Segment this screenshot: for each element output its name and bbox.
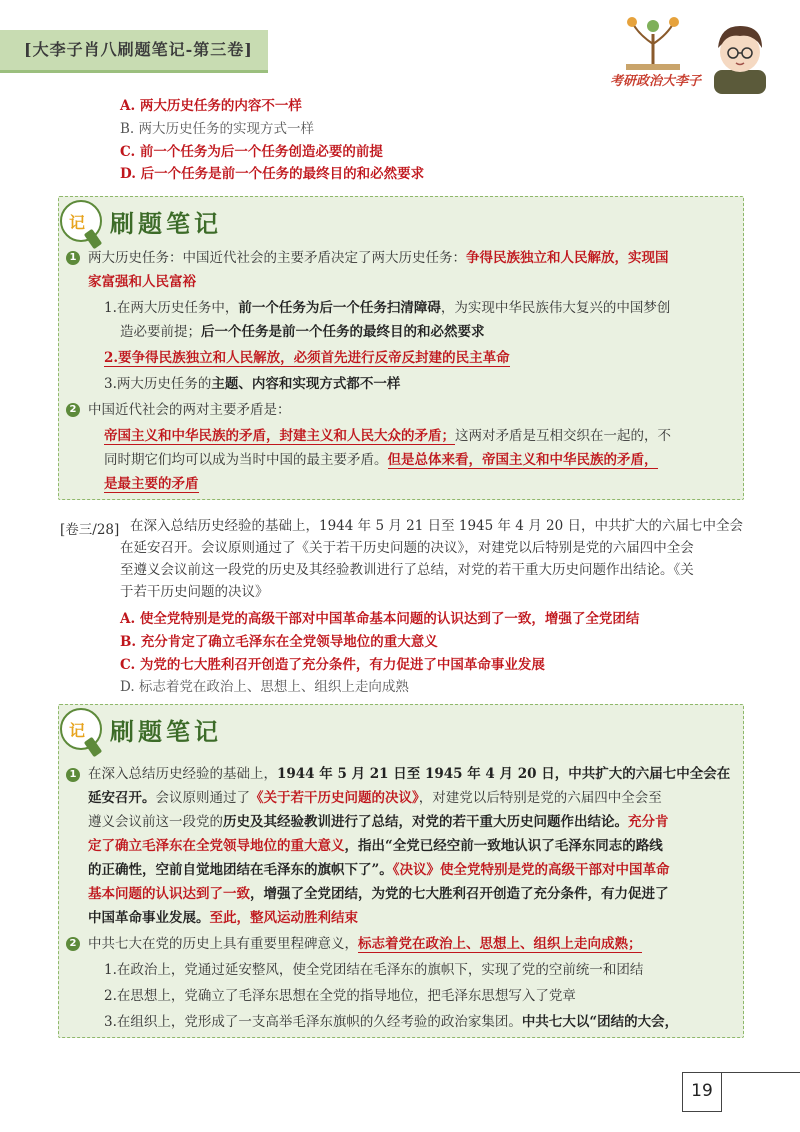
bullet-2: 2	[66, 937, 80, 951]
note1-b1-line1: 两大历史任务：中国近代社会的主要矛盾决定了两大历史任务：争得民族独立和人民解放，实现国	[88, 250, 669, 266]
q2-stem-line1: 在深入总结历史经验的基础上，1944 年 5 月 21 日至 1945 年 4 月 20 日，中共扩大的六届七中全会	[130, 518, 743, 534]
note2-line4: 定了确立毛泽东在全党领导地位的重大意义，指出“全党已经空前一致地认识了毛泽东同志的路线	[88, 838, 663, 854]
header-title: [大李子肖八刷题笔记-第三卷]	[24, 40, 253, 59]
q1-option-c: C. 前一个任务为后一个任务创造必要的前提	[120, 144, 383, 160]
note2-line1: 在深入总结历史经验的基础上，1944 年 5 月 21 日至 1945 年 4 月 20 日，中共扩大的六届七中全会在	[88, 766, 731, 782]
q2-option-c: C. 为党的七大胜利召开创造了充分条件，有力促进了中国革命事业发展	[120, 657, 545, 673]
note1-b1-line2: 家富强和人民富裕	[88, 274, 196, 290]
logo-text: 考研政治大李子	[610, 74, 702, 89]
note1-s1-line2: 造必要前提；后一个任务是前一个任务的最终目的和必然要求	[120, 324, 485, 340]
bullet-1: 1	[66, 768, 80, 782]
q2-option-d: D. 标志着党在政治上、思想上、组织上走向成熟	[120, 679, 409, 695]
note1-s3: 3.两大历史任务的主题、内容和实现方式都不一样	[104, 376, 401, 392]
note2-line5: 的正确性，空前自觉地团结在毛泽东的旗帜下了”。《决议》使全党特别是党的高级干部对中国革命	[88, 862, 670, 878]
q1-option-d: D. 后一个任务是前一个任务的最终目的和必然要求	[120, 166, 425, 182]
q2-label: [卷三/28]	[60, 522, 120, 538]
note1-b2-line3: 同时期它们均可以成为当时中国的最主要矛盾。但是总体来看，帝国主义和中华民族的矛盾，	[104, 452, 658, 468]
note-title-1: 刷题笔记	[110, 209, 222, 238]
q1-option-a: A. 两大历史任务的内容不一样	[120, 98, 302, 114]
note-title-2: 刷题笔记	[110, 717, 222, 746]
note1-b2-line2: 帝国主义和中华民族的矛盾，封建主义和人民大众的矛盾；这两对矛盾是互相交织在一起的，不	[104, 428, 671, 444]
note2-line2: 延安召开。会议原则通过了《关于若干历史问题的决议》，对建党以后特别是党的六届四中全会至	[88, 790, 662, 806]
note1-b2-line4: 是最主要的矛盾	[104, 476, 199, 492]
note2-s3: 3.在组织上，党形成了一支高举毛泽东旗帜的久经考验的政治家集团。中共七大以“团结的大会，	[104, 1014, 679, 1030]
note2-s1: 1.在政治上，党通过延安整风，使全党团结在毛泽东的旗帜下，实现了党的空前统一和团结	[104, 962, 644, 978]
logo-area	[600, 8, 800, 98]
note-icon: 记	[60, 708, 102, 750]
note1-b2: 中国近代社会的两对主要矛盾是：	[88, 402, 291, 418]
page-number-box	[682, 1072, 722, 1112]
q2-stem-line4: 于若干历史问题的决议》	[120, 584, 269, 600]
note2-line6: 基本问题的认识达到了一致，增强了全党团结，为党的七大胜利召开创造了充分条件，有力促进了	[88, 886, 669, 902]
note1-s2: 2.要争得民族独立和人民解放，必须首先进行反帝反封建的民主革命	[104, 350, 510, 366]
note2-b2: 中共七大在党的历史上具有重要里程碑意义，标志着党在政治上、思想上、组织上走向成熟；	[88, 936, 642, 952]
note2-line7: 中国革命事业发展。至此，整风运动胜利结束	[88, 910, 358, 926]
q2-stem-line2: 在延安召开。会议原则通过了《关于若干历史问题的决议》，对建党以后特别是党的六届四中全会	[120, 540, 694, 556]
avatar	[700, 14, 780, 94]
note2-s2: 2.在思想上，党确立了毛泽东思想在全党的指导地位，把毛泽东思想写入了党章	[104, 988, 576, 1004]
note2-line3: 遵义会议前这一段党的历史及其经验教训进行了总结，对党的若干重大历史问题作出结论。充分肯	[88, 814, 669, 830]
note-icon: 记	[60, 200, 102, 242]
q2-option-a: A. 使全党特别是党的高级干部对中国革命基本问题的认识达到了一致，增强了全党团结	[120, 611, 640, 627]
q2-stem-line3: 至遵义会议前这一段党的历史及其经验教训进行了总结，对党的若干重大历史问题作出结论。《关	[120, 562, 694, 578]
bullet-2: 2	[66, 403, 80, 417]
bullet-1: 1	[66, 251, 80, 265]
note1-s1-line1: 1.在两大历史任务中，前一个任务为后一个任务扫清障碍，为实现中华民族伟大复兴的中国梦创	[104, 300, 671, 316]
page-number: 19	[691, 1081, 713, 1101]
page-footer-line	[720, 1072, 800, 1111]
q2-option-b: B. 充分肯定了确立毛泽东在全党领导地位的重大意义	[120, 634, 438, 650]
logo-tree-icon	[618, 14, 688, 74]
q1-option-b: B. 两大历史任务的实现方式一样	[120, 121, 315, 137]
